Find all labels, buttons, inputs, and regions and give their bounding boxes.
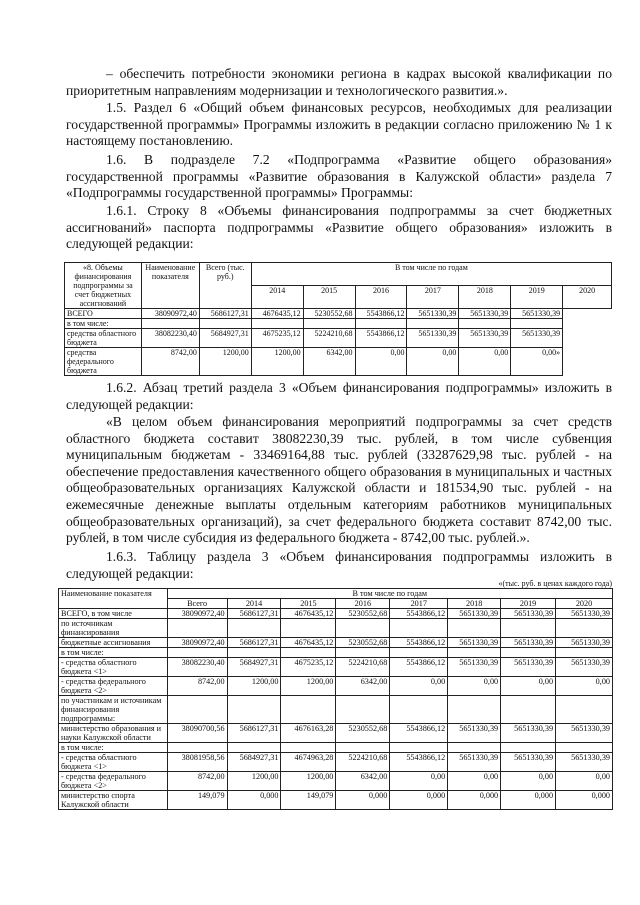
table-row (59, 638, 613, 648)
row-value: 0,00 (390, 677, 448, 696)
row-value (227, 696, 281, 724)
row-value: 5224210,68 (336, 658, 390, 677)
row-value: 4675235,12 (251, 329, 303, 348)
paragraph-1-6-2: 1.6.2. Абзац третий раздела 3 «Объем финансирования подпрограммы» изложить в следующей редакции: (66, 380, 612, 412)
row-value: 4675235,12 (281, 658, 336, 677)
row-value: 0,00 (390, 772, 448, 791)
row-value: 5651330,39 (459, 329, 511, 348)
row-value: 0,000 (390, 791, 448, 810)
row-name: - средства областного бюджета <1> (59, 753, 168, 772)
row-name: по участникам и источникам финансирования подпрограммы: (59, 696, 168, 724)
row-value (281, 619, 336, 638)
row-value: 5651330,39 (448, 724, 501, 743)
row-value (501, 696, 556, 724)
row-value (407, 319, 459, 329)
paragraph-1-6-1: 1.6.1. Строку 8 «Объемы финансирования подпрограммы за счет бюджетных ассигнований» паспорта подпрограммы «Развитие общего образования» изложить в следующей редакции: (66, 203, 612, 252)
table-row (59, 677, 613, 696)
row-value: 5651330,39 (448, 638, 501, 648)
row-value: 5686127,31 (199, 309, 251, 319)
financing-passport-table (64, 262, 612, 376)
row-value (511, 319, 563, 329)
row-total: 8742,00 (141, 348, 199, 376)
row-value (459, 319, 511, 329)
row-total: 8742,00 (167, 772, 227, 791)
table-row (59, 791, 613, 810)
row-value: 6342,00 (336, 677, 390, 696)
row-name: средства областного бюджета (65, 329, 142, 348)
row-value: 149,079 (281, 791, 336, 810)
row-value: 5651330,39 (501, 638, 556, 648)
row-value: 5543866,12 (355, 309, 407, 319)
row-value: 0,000 (501, 791, 556, 810)
row-name: министерство образования и науки Калужской области (59, 724, 168, 743)
row-value: 0,00 (501, 772, 556, 791)
row-value: 5651330,39 (448, 658, 501, 677)
row-value (336, 743, 390, 753)
row-name: - средства федерального бюджета <2> (59, 677, 168, 696)
row-total: 38081958,56 (167, 753, 227, 772)
row-value: 0,00 (448, 677, 501, 696)
table-row (59, 609, 613, 619)
table-row (59, 724, 613, 743)
row-value: 5686127,31 (227, 609, 281, 619)
row-value: 0,00» (511, 348, 563, 376)
year-header: 2017 (390, 599, 448, 609)
row-total: 38090972,40 (167, 638, 227, 648)
row-value: 5651330,39 (501, 724, 556, 743)
row-total: 38090700,56 (167, 724, 227, 743)
row-value: 4674963,28 (281, 753, 336, 772)
row-value (336, 648, 390, 658)
row-value: 5651330,39 (556, 724, 613, 743)
table-row (59, 619, 613, 638)
year-header: 2020 (556, 599, 613, 609)
row-name: в том числе: (59, 648, 168, 658)
row-value: 1200,00 (251, 348, 303, 376)
row-value (227, 619, 281, 638)
header-total: Всего (167, 599, 227, 609)
paragraph-1-5: 1.5. Раздел 6 «Общий объем финансовых ресурсов, необходимых для реализации государственной программы» Программы изложить в редакции согласно приложению № 1 к настоящему постановлению. (66, 100, 612, 149)
row-value: 6342,00 (336, 772, 390, 791)
row-value (556, 648, 613, 658)
row-value: 1200,00 (281, 677, 336, 696)
row-value: 5543866,12 (355, 329, 407, 348)
row-value: 5651330,39 (511, 309, 563, 319)
paragraph-1: – обеспечить потребности экономики региона в кадрах высокой квалификации по приоритетным направлениям модернизации и технологического развития.». (66, 66, 612, 98)
table-row (65, 319, 612, 329)
row-value (448, 696, 501, 724)
row-value (501, 619, 556, 638)
row-value (448, 619, 501, 638)
row-value (448, 648, 501, 658)
row-name: средства федерального бюджета (65, 348, 142, 376)
table-row (65, 329, 612, 348)
row-value: 5651330,39 (556, 609, 613, 619)
row-value: 4676435,12 (281, 609, 336, 619)
year-header: 2014 (251, 286, 303, 309)
table-row (59, 658, 613, 677)
row-value: 0,00 (556, 677, 613, 696)
row-total: 149,079 (167, 791, 227, 810)
row-value: 6342,00 (303, 348, 355, 376)
year-header: 2018 (459, 286, 511, 309)
row-value: 5684927,31 (199, 329, 251, 348)
row-name: ВСЕГО (65, 309, 142, 319)
row-value (390, 648, 448, 658)
row-total: 38090972,40 (141, 309, 199, 319)
table-row (59, 696, 613, 724)
row-value: 0,000 (227, 791, 281, 810)
year-header: 2017 (407, 286, 459, 309)
year-header: 2020 (563, 286, 612, 309)
row-value (556, 696, 613, 724)
row-value: 5651330,39 (407, 329, 459, 348)
row-value: 0,00 (355, 348, 407, 376)
row-value (556, 619, 613, 638)
table-row (59, 772, 613, 791)
row-value: 5684927,31 (227, 753, 281, 772)
row-value: 0,00 (501, 677, 556, 696)
row-value: 5686127,31 (227, 638, 281, 648)
row-value (281, 743, 336, 753)
row-value (501, 648, 556, 658)
row-value: 0,000 (556, 791, 613, 810)
row-value: 5651330,39 (501, 753, 556, 772)
row-value (303, 319, 355, 329)
table-row (59, 743, 613, 753)
row-total (167, 648, 227, 658)
year-header: 2015 (281, 599, 336, 609)
year-header: 2019 (501, 599, 556, 609)
row-value: 5651330,39 (556, 658, 613, 677)
row-name: в том числе: (65, 319, 142, 329)
row-value (390, 619, 448, 638)
row-value (227, 648, 281, 658)
paragraph-1-6: 1.6. В подразделе 7.2 «Подпрограмма «Развитие общего образования» государственной программы «Развитие образования в Калужской области» раздела 7 «Подпрограммы государственной программы» Программы: (66, 152, 612, 201)
row-value: 5651330,39 (501, 658, 556, 677)
row-value: 1200,00 (281, 772, 336, 791)
year-header: 2015 (303, 286, 355, 309)
row-value: 1200,00 (227, 772, 281, 791)
row-value (281, 648, 336, 658)
row-value (199, 319, 251, 329)
year-header: 2016 (336, 599, 390, 609)
row-name: по источникам финансирования (59, 619, 168, 638)
year-header: 2018 (448, 599, 501, 609)
header-total: Всего (тыс. руб.) (199, 263, 251, 309)
row-total (141, 319, 199, 329)
row-value (390, 743, 448, 753)
row-value: 5651330,39 (501, 609, 556, 619)
row-value (227, 743, 281, 753)
row-value: 5651330,39 (459, 309, 511, 319)
row-value: 4676435,12 (281, 638, 336, 648)
row-name: - средства областного бюджета <1> (59, 658, 168, 677)
row-total: 38082230,40 (167, 658, 227, 677)
row-value: 5651330,39 (556, 753, 613, 772)
row-value (448, 743, 501, 753)
header-years: В том числе по годам (167, 589, 612, 599)
row-value: 0,00 (556, 772, 613, 791)
row-total: 38082230,40 (141, 329, 199, 348)
row-total (167, 619, 227, 638)
row-value: 0,00 (459, 348, 511, 376)
row-value: 5651330,39 (407, 309, 459, 319)
passport-row-label: «8. Объемы финансирования подпрограммы за счет бюджетных ассигнований (65, 263, 142, 309)
row-value: 0,000 (448, 791, 501, 810)
row-value: 5684927,31 (227, 658, 281, 677)
table-row (59, 753, 613, 772)
row-value (281, 696, 336, 724)
row-name: бюджетные ассигнования (59, 638, 168, 648)
row-value (336, 619, 390, 638)
row-value: 5230552,68 (303, 309, 355, 319)
row-value: 4676435,12 (251, 309, 303, 319)
header-name: Наименование показателя (59, 589, 168, 609)
row-value (355, 319, 407, 329)
row-value (556, 743, 613, 753)
row-total: 38090972,40 (167, 609, 227, 619)
header-name: Наименование показателя (141, 263, 199, 309)
paragraph-quote: «В целом объем финансирования мероприятий подпрограммы за счет средств областного бюджета составит 38082230,39 тыс. рублей, в том числе субвенция муниципальным бюджетам - 33469164,88 тыс. рублей (33287629,98 тыс. рублей - на обеспечение предоставления качественного общего образования в муниципальных и частных общеобразовательных организациях Калужской области и 181534,90 тыс. рублей - на ежемесячные денежные выплаты отдельным категориям работников муниципальных общеобразовательных организаций), за счет федерального бюджета составит 8742,00 тыс. рублей, в том числе субсидия из федерального бюджета - 8742,00 тыс. рублей.». (66, 414, 612, 546)
row-value (251, 319, 303, 329)
row-value: 0,00 (448, 772, 501, 791)
row-total (167, 696, 227, 724)
financing-section-table (58, 588, 613, 810)
row-name: ВСЕГО, в том числе (59, 609, 168, 619)
row-total: 8742,00 (167, 677, 227, 696)
paragraph-1-6-3: 1.6.3. Таблицу раздела 3 «Объем финансирования подпрограммы изложить в следующей редакции: (66, 549, 612, 581)
row-value: 5651330,39 (448, 753, 501, 772)
row-value: 5543866,12 (390, 658, 448, 677)
row-total (167, 743, 227, 753)
table-row (65, 309, 612, 319)
year-header: 2014 (227, 599, 281, 609)
year-header: 2016 (355, 286, 407, 309)
row-value: 5224210,68 (336, 753, 390, 772)
year-header: 2019 (511, 286, 563, 309)
row-value: 1200,00 (227, 677, 281, 696)
row-value: 5230552,68 (336, 724, 390, 743)
header-years: В том числе по годам (251, 263, 611, 286)
row-value: 5651330,39 (556, 638, 613, 648)
row-value: 5651330,39 (448, 609, 501, 619)
row-value: 0,00 (407, 348, 459, 376)
row-name: министерство спорта Калужской области (59, 791, 168, 810)
row-value: 5543866,12 (390, 638, 448, 648)
row-value: 5543866,12 (390, 609, 448, 619)
row-value (501, 743, 556, 753)
row-name: - средства федерального бюджета <2> (59, 772, 168, 791)
row-value: 5224210,68 (303, 329, 355, 348)
row-value: 4676163,28 (281, 724, 336, 743)
row-value: 1200,00 (199, 348, 251, 376)
row-value: 5651330,39 (511, 329, 563, 348)
row-value (336, 696, 390, 724)
row-value: 5543866,12 (390, 724, 448, 743)
units-note: «(тыс. руб. в ценах каждого года) (498, 579, 612, 588)
row-value (390, 696, 448, 724)
row-value: 5686127,31 (227, 724, 281, 743)
row-value: 5230552,68 (336, 638, 390, 648)
table-row (65, 348, 612, 376)
row-value: 0,000 (336, 791, 390, 810)
table-row (59, 648, 613, 658)
row-name: в том числе: (59, 743, 168, 753)
row-value: 5230552,68 (336, 609, 390, 619)
row-value: 5543866,12 (390, 753, 448, 772)
